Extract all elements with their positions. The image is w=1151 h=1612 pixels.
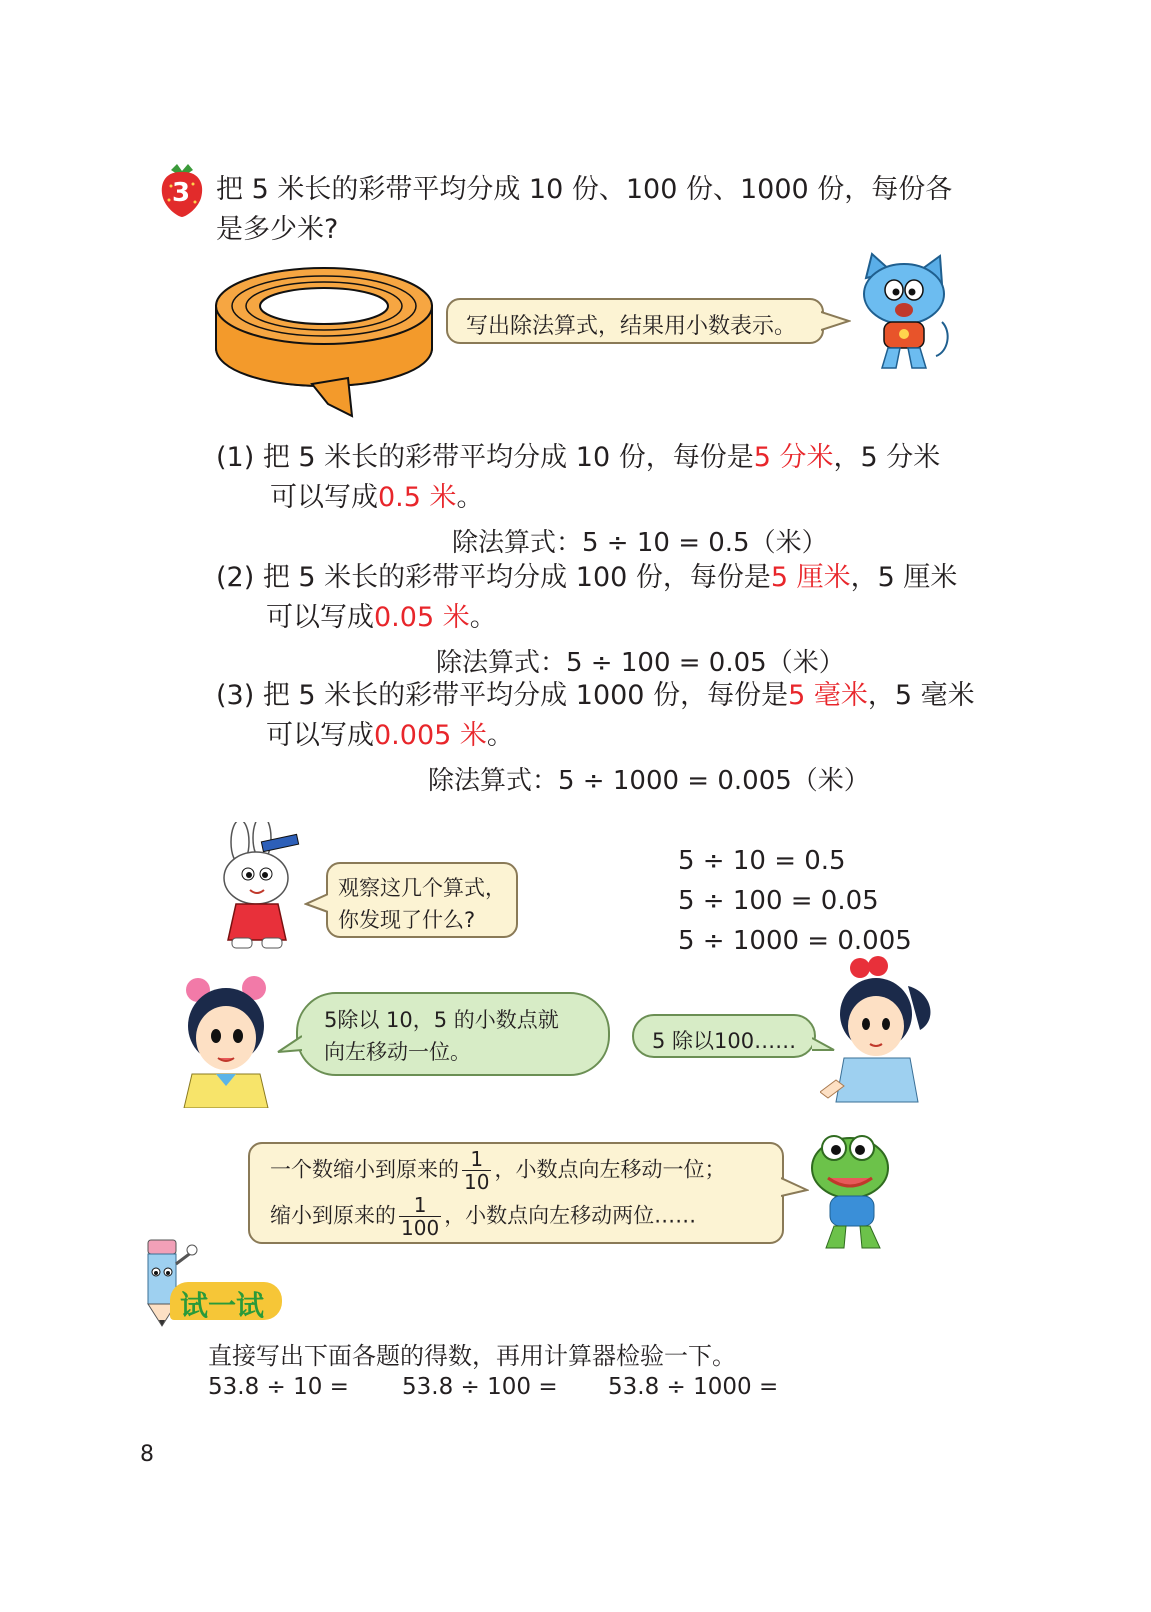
- step-text: 。: [486, 720, 514, 751]
- step-answer: 0.5 米: [378, 482, 457, 513]
- blue-cat-character-image: [848, 252, 956, 374]
- rule-text: ，小数点向左移动一位；: [494, 1157, 726, 1182]
- rabbit-bubble-line-2: 你发现了什么?: [338, 908, 476, 932]
- summary-equation-2: 5 ÷ 100 = 0.05: [678, 886, 879, 916]
- fraction-numerator: 1: [399, 1194, 441, 1217]
- try-item-2: 53.8 ÷ 100 =: [402, 1374, 558, 1400]
- try-item-1: 53.8 ÷ 10 =: [208, 1374, 349, 1400]
- girl-2-speech-bubble: [632, 1014, 816, 1058]
- fraction-one-tenth: [462, 1148, 491, 1193]
- step-text: 把 5 米长的彩带平均分成 100 份，每份是: [262, 562, 771, 593]
- step-text: 把 5 米长的彩带平均分成 1000 份，每份是: [262, 680, 789, 711]
- summary-equation-3: 5 ÷ 1000 = 0.005: [678, 926, 912, 956]
- rabbit-question-bubble: [326, 862, 518, 938]
- step-3-line-1: [216, 676, 975, 716]
- bubble-tail: [276, 1034, 302, 1056]
- problem-number: 3: [172, 178, 191, 208]
- step-text: ，5 厘米: [850, 562, 958, 593]
- bubble-tail: [304, 892, 328, 914]
- frog-rule-line-2: [270, 1194, 696, 1239]
- problem-line-1: 把 5 米长的彩带平均分成 10 份、100 份、1000 份，每份各: [216, 174, 953, 205]
- step-text: 可以写成: [266, 720, 374, 751]
- step-text: 可以写成: [266, 602, 374, 633]
- step-answer: 5 毫米: [788, 680, 868, 711]
- step-2-line-2: [266, 598, 497, 638]
- fraction-denominator: 10: [464, 1170, 490, 1194]
- girl-1-bubble-line-1: 5除以 10，5 的小数点就: [324, 1008, 559, 1032]
- girl-character-image: [176, 974, 276, 1108]
- step-label: (3): [216, 680, 255, 711]
- step-2-equation: 除法算式：5 ÷ 100 = 0.05（米）: [436, 648, 845, 678]
- step-2-line-1: [216, 558, 957, 598]
- step-1-equation: 除法算式：5 ÷ 10 = 0.5（米）: [452, 528, 828, 558]
- girl-1-speech-bubble: [296, 992, 610, 1076]
- step-3-equation: 除法算式：5 ÷ 1000 = 0.005（米）: [428, 766, 870, 796]
- step-answer: 0.05 米: [374, 602, 470, 633]
- page-number: 8: [140, 1442, 154, 1467]
- fraction-numerator: 1: [462, 1148, 491, 1171]
- ribbon-roll-image: [212, 266, 440, 422]
- frog-rule-bubble: [248, 1142, 784, 1244]
- try-item-3: 53.8 ÷ 1000 =: [608, 1374, 779, 1400]
- step-label: (1): [216, 442, 255, 473]
- strawberry-number-icon: [157, 162, 207, 218]
- cat-hint-text: 写出除法算式，结果用小数表示。: [466, 314, 797, 339]
- step-answer: 5 分米: [753, 442, 834, 473]
- girl-with-ponytail-image: [820, 956, 944, 1106]
- frog-character-image: [800, 1128, 900, 1252]
- step-text: 。: [469, 602, 497, 633]
- step-answer: 0.005 米: [374, 720, 487, 751]
- step-text: 可以写成: [270, 482, 378, 513]
- fraction-denominator: 100: [401, 1216, 440, 1240]
- problem-line-2: 是多少米?: [216, 214, 339, 245]
- girl-1-bubble-line-2: 向左移动一位。: [324, 1040, 471, 1064]
- frog-rule-line-1: [270, 1148, 725, 1193]
- cat-hint-bubble: [446, 298, 824, 344]
- try-title: 试一试: [180, 1289, 265, 1322]
- step-1-line-2: [270, 478, 484, 518]
- bubble-tail: [821, 310, 851, 332]
- step-1-line-1: [216, 438, 940, 478]
- summary-equation-1: 5 ÷ 10 = 0.5: [678, 846, 846, 876]
- step-answer: 5 厘米: [770, 562, 851, 593]
- step-3-line-2: [266, 716, 514, 756]
- step-text: 把 5 米长的彩带平均分成 10 份，每份是: [262, 442, 754, 473]
- rabbit-character-image: [210, 822, 310, 950]
- try-instruction: 直接写出下面各题的得数，再用计算器检验一下。: [208, 1342, 736, 1370]
- fraction-one-hundredth: [399, 1194, 441, 1239]
- step-text: ，5 毫米: [867, 680, 975, 711]
- rule-text: 一个数缩小到原来的: [270, 1157, 459, 1182]
- step-text: ，5 分米: [833, 442, 941, 473]
- rule-text: ，小数点向左移动两位……: [444, 1203, 697, 1228]
- rule-text: 缩小到原来的: [270, 1203, 396, 1228]
- try-title-banner: [170, 1282, 282, 1320]
- girl-2-bubble-text: 5 除以100……: [652, 1029, 797, 1053]
- step-label: (2): [216, 562, 255, 593]
- rabbit-bubble-line-1: 观察这几个算式，: [338, 876, 506, 900]
- step-text: 。: [456, 482, 484, 513]
